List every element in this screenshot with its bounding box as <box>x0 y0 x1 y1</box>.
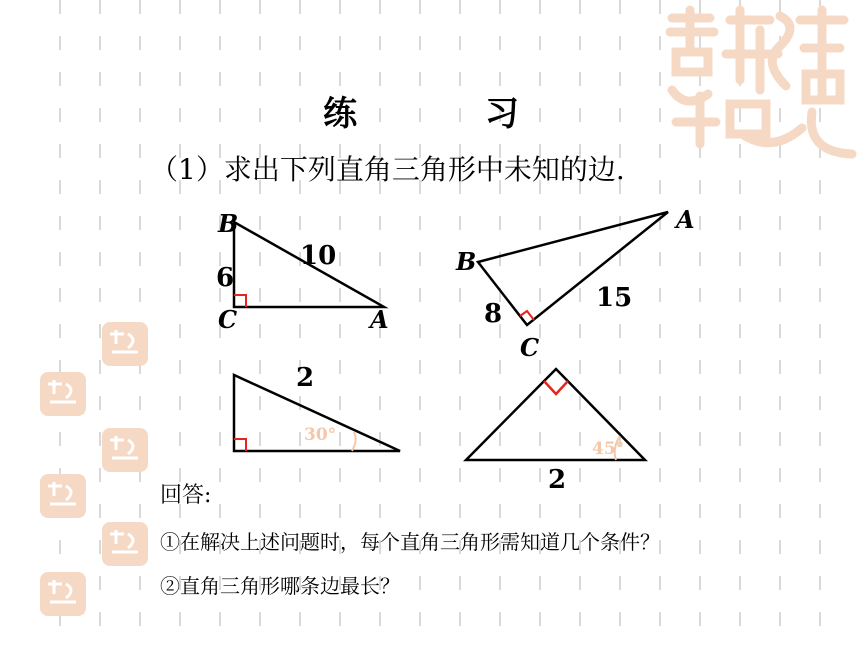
triangle-2-label-a: A <box>676 205 695 234</box>
triangle-3-hypotenuse: 2 <box>296 363 315 393</box>
triangle-3-angle-arc <box>352 432 356 451</box>
triangle-3-right-angle-mark <box>234 439 246 451</box>
answer-question-1: ①在解决上述问题时，每个直角三角形需知道几个条件？ <box>160 530 660 554</box>
triangle-4-base: 2 <box>548 465 567 495</box>
answer-label: 回答: <box>160 483 212 508</box>
answer-question-2: ②直角三角形哪条边最长？ <box>160 574 400 598</box>
triangle-3-angle-label: 30° <box>304 425 337 445</box>
exercise-question: （1）求出下列直角三角形中未知的边. <box>150 153 625 186</box>
triangle-4-right-angle-mark <box>544 381 568 394</box>
triangle-1-label-b: B <box>218 209 239 238</box>
slide-title: 练 习 <box>323 94 577 134</box>
triangle-2-label-c: C <box>520 333 540 362</box>
triangle-2-label-b: B <box>456 247 477 276</box>
triangle-3 <box>234 363 400 451</box>
triangle-2-side-ca: 15 <box>596 283 633 313</box>
triangle-1-side-ab: 10 <box>300 241 337 271</box>
triangle-4 <box>466 369 645 495</box>
triangle-1 <box>216 209 389 334</box>
triangle-1-label-c: C <box>218 305 238 334</box>
triangle-1-label-a: A <box>370 305 389 334</box>
small-seal-motifs <box>40 322 148 616</box>
triangle-4-angle-label: 45° <box>592 439 625 459</box>
triangle-2-shape <box>478 212 668 325</box>
triangle-2 <box>455 205 695 362</box>
triangle-2-side-bc: 8 <box>484 299 503 329</box>
triangle-1-side-bc: 6 <box>216 263 235 293</box>
